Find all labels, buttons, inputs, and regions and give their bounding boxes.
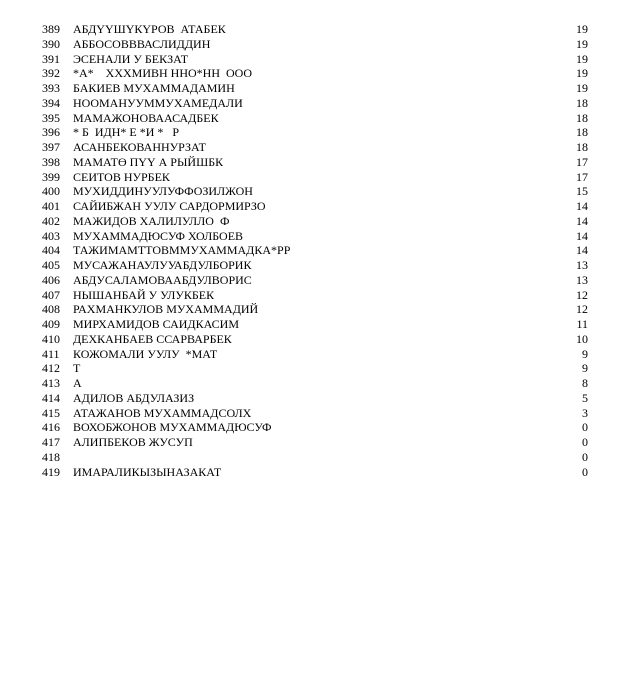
- row-number: 398: [42, 154, 60, 169]
- student-name: АТАЖАНОВ МУХАММАДСОЛХ: [73, 405, 252, 420]
- score-value: 15: [576, 184, 588, 199]
- row-number: 410: [42, 331, 60, 346]
- score-value: 0: [582, 464, 588, 479]
- row-number: 419: [42, 464, 60, 479]
- score-value: 17: [576, 169, 588, 184]
- score-value: 14: [576, 243, 588, 258]
- results-list: [0, 22, 639, 479]
- list-item: [0, 52, 639, 67]
- row-number: 412: [42, 361, 60, 376]
- student-name: БАКИЕВ МУХАММАДАМИН: [73, 81, 235, 95]
- score-value: 19: [576, 51, 588, 66]
- row-number: 418: [42, 449, 60, 464]
- student-name: АБДУСАЛАМОВААБДУЛВОРИС: [73, 272, 252, 287]
- list-item: [0, 361, 639, 376]
- student-name: АБДҮҮШҮКҮРОВ АТАБЕК: [73, 22, 226, 36]
- list-item: [0, 302, 639, 317]
- score-value: 0: [582, 449, 588, 464]
- score-value: 17: [576, 154, 588, 169]
- row-number: 415: [42, 405, 60, 420]
- list-item: [0, 435, 639, 450]
- list-item: [0, 420, 639, 435]
- list-item: [0, 317, 639, 332]
- row-number: 413: [42, 376, 60, 390]
- student-name: МАМАТӨ ПҮҮ А РЫЙШБК: [73, 154, 224, 169]
- score-value: 18: [576, 110, 588, 125]
- score-value: 9: [582, 361, 588, 376]
- row-number: 414: [42, 390, 60, 405]
- score-value: 5: [582, 390, 588, 405]
- row-number: 403: [42, 228, 60, 243]
- score-value: 9: [582, 346, 588, 361]
- score-value: 13: [576, 272, 588, 287]
- student-name: ВОХОБЖОНОВ МУХАММАДЮСУФ: [73, 420, 272, 435]
- score-value: 12: [576, 287, 588, 302]
- row-number: 397: [42, 140, 60, 154]
- student-name: ИМАРАЛИКЫЗЫНАЗАКАТ: [73, 464, 222, 479]
- row-number: 405: [42, 258, 60, 272]
- row-number: 402: [42, 213, 60, 228]
- list-item: [0, 332, 639, 347]
- list-item: [0, 258, 639, 273]
- score-value: 3: [582, 405, 588, 420]
- student-name: АББОСОВВВАСЛИДДИН: [73, 36, 211, 51]
- score-value: 14: [576, 213, 588, 228]
- row-number: 411: [42, 346, 60, 361]
- score-value: 13: [576, 258, 588, 272]
- score-value: 12: [576, 302, 588, 317]
- list-item: [0, 273, 639, 288]
- list-item: [0, 81, 639, 96]
- score-value: 19: [576, 81, 588, 95]
- student-name: РАХМАНКУЛОВ МУХАММАДИЙ: [73, 302, 259, 317]
- student-name: *А* ХХХМИВН ННО*НН ООО: [73, 66, 252, 81]
- student-name: * Б ИДН* Е *И * Р: [73, 125, 180, 140]
- list-item: [0, 111, 639, 126]
- row-number: 396: [42, 125, 60, 140]
- row-number: 393: [42, 81, 60, 95]
- student-name: НЫШАНБАЙ У УЛУКБЕК: [73, 287, 215, 302]
- student-name: А: [73, 376, 82, 390]
- student-name: МИРХАМИДОВ САИДКАСИМ: [73, 317, 240, 331]
- student-name: МУХИДДИНУУЛУФФОЗИЛЖОН: [73, 184, 253, 199]
- student-name: ДЕХКАНБАЕВ ССАРВАРБЕК: [73, 331, 232, 346]
- row-number: 409: [42, 317, 60, 331]
- row-number: 392: [42, 66, 60, 81]
- student-name: НООМАНУУММУХАМЕДАЛИ: [73, 95, 243, 110]
- list-item: [0, 243, 639, 258]
- score-value: 14: [576, 228, 588, 243]
- score-value: 0: [582, 435, 588, 449]
- list-item: [0, 66, 639, 81]
- student-name: САЙИБЖАН УУЛУ САРДОРМИРЗО: [73, 199, 266, 213]
- list-item: [0, 155, 639, 170]
- list-item: [0, 465, 639, 480]
- list-item: [0, 22, 639, 37]
- list-item: [0, 170, 639, 185]
- list-item: [0, 37, 639, 52]
- student-name: МУСАЖАНАУЛУУАБДУЛБОРИК: [73, 258, 252, 272]
- student-name: МАМАЖОНОВААСАДБЕК: [73, 110, 219, 125]
- student-name: ТАЖИМАМТТОВММУХАММАДКА*РР: [73, 243, 291, 258]
- student-name: АДИЛОВ АБДУЛАЗИЗ: [73, 390, 195, 405]
- list-item: [0, 184, 639, 199]
- score-value: 10: [576, 331, 588, 346]
- score-value: 0: [582, 420, 588, 435]
- student-name: Т: [73, 361, 81, 376]
- list-item: [0, 214, 639, 229]
- score-value: 8: [582, 376, 588, 390]
- score-value: 11: [576, 317, 588, 331]
- row-number: 399: [42, 169, 60, 184]
- student-name: КОЖОМАЛИ УУЛУ *МАТ: [73, 346, 218, 361]
- list-item: [0, 391, 639, 406]
- list-item: [0, 140, 639, 155]
- list-item: [0, 125, 639, 140]
- row-number: 401: [42, 199, 60, 213]
- list-item: [0, 376, 639, 391]
- score-value: 18: [576, 140, 588, 154]
- score-value: 18: [576, 95, 588, 110]
- list-item: [0, 96, 639, 111]
- student-name: МАЖИДОВ ХАЛИЛУЛЛО Ф: [73, 213, 230, 228]
- score-value: 18: [576, 125, 588, 140]
- row-number: 407: [42, 287, 60, 302]
- row-number: 400: [42, 184, 60, 199]
- student-name: МУХАММАДЮСУФ ХОЛБОЕВ: [73, 228, 244, 243]
- list-item: [0, 199, 639, 214]
- row-number: 394: [42, 95, 60, 110]
- row-number: 395: [42, 110, 60, 125]
- score-value: 14: [576, 199, 588, 213]
- row-number: 390: [42, 36, 60, 51]
- row-number: 408: [42, 302, 60, 317]
- row-number: 389: [42, 22, 60, 36]
- row-number: 417: [42, 435, 60, 449]
- row-number: 416: [42, 420, 60, 435]
- list-item: [0, 450, 639, 465]
- list-item: [0, 288, 639, 303]
- row-number: 391: [42, 51, 60, 66]
- score-value: 19: [576, 22, 588, 36]
- list-item: [0, 406, 639, 421]
- student-name: АСАНБЕКОВАННУРЗАТ: [73, 140, 206, 154]
- row-number: 404: [42, 243, 60, 258]
- student-name: ЭСЕНАЛИ У БЕКЗАТ: [73, 51, 189, 66]
- list-item: [0, 229, 639, 244]
- student-name: СЕИТОВ НУРБЕК: [73, 169, 170, 184]
- student-name: АЛИПБЕКОВ ЖУСУП: [73, 435, 193, 449]
- row-number: 406: [42, 272, 60, 287]
- score-value: 19: [576, 66, 588, 81]
- score-value: 19: [576, 36, 588, 51]
- list-item: [0, 347, 639, 362]
